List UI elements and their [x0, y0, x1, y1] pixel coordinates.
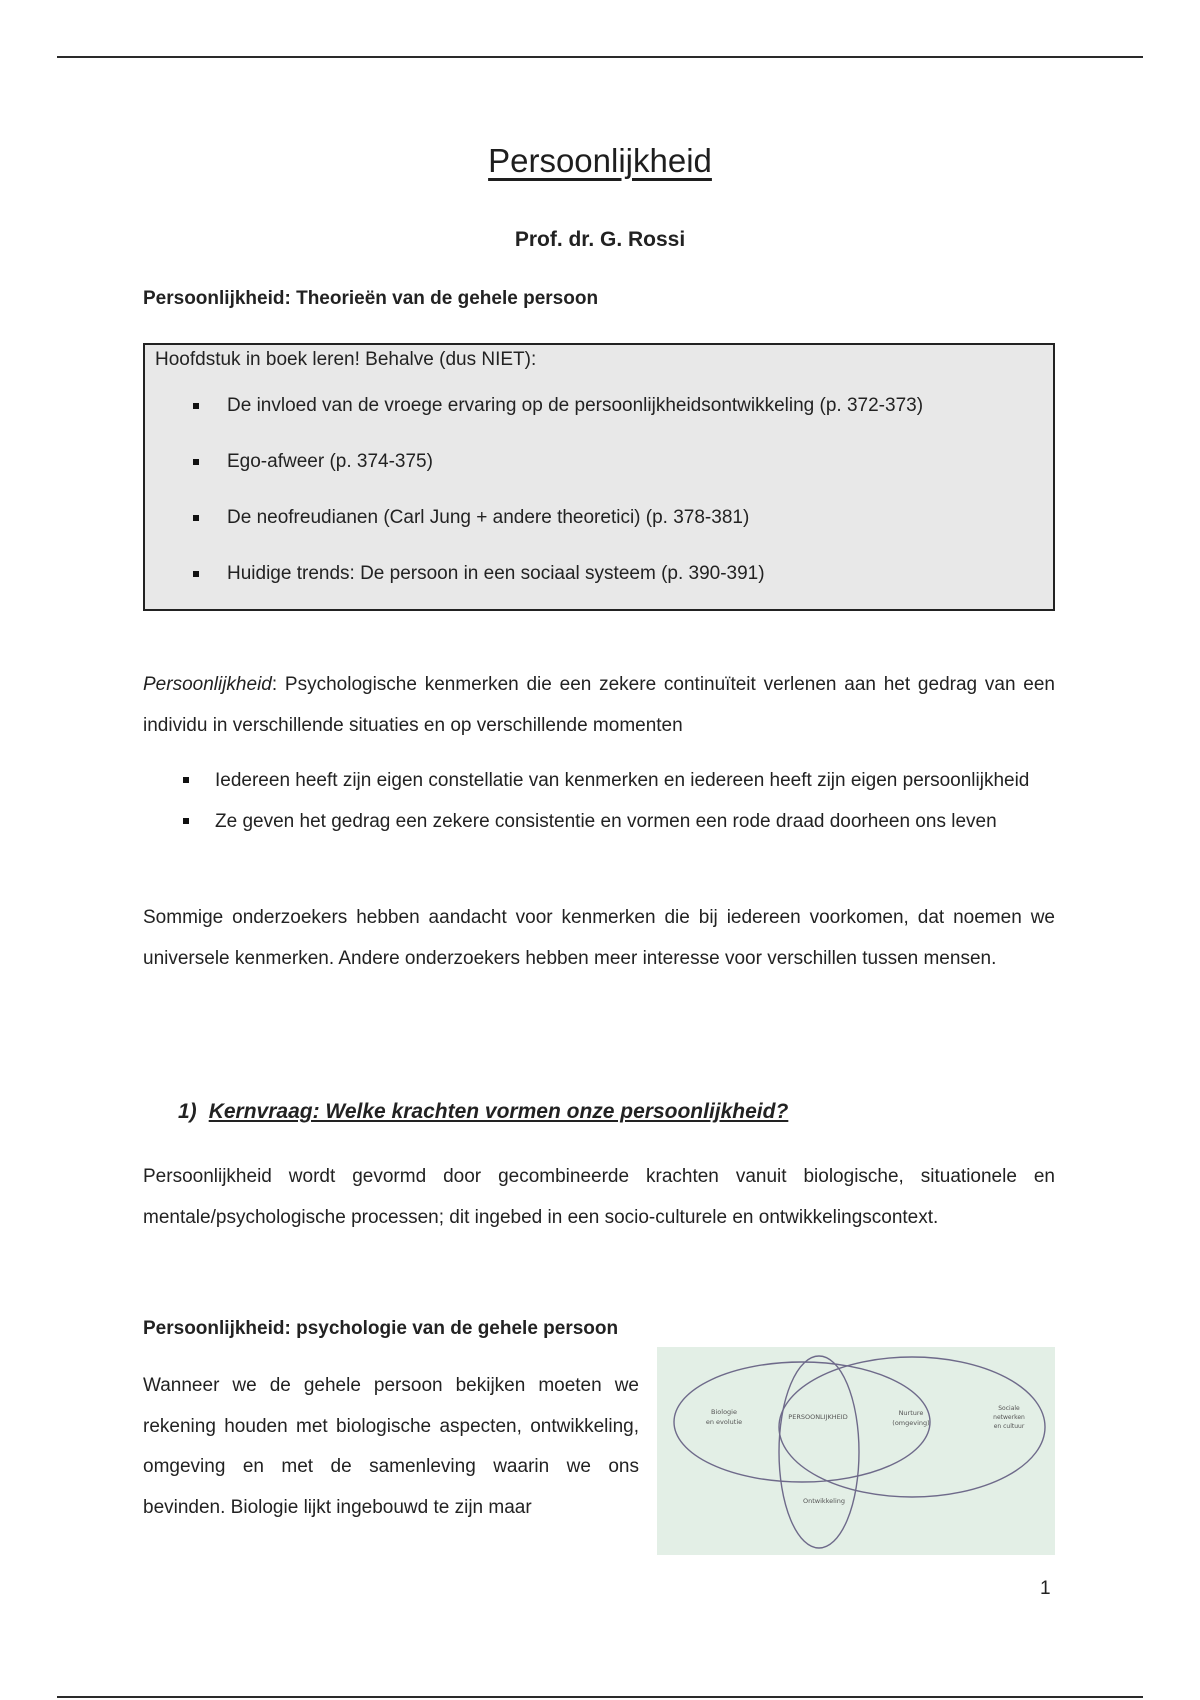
author: Prof. dr. G. Rossi [514, 228, 686, 251]
nurture-label-2: (omgeving) [892, 1419, 930, 1427]
bullet-icon [193, 403, 199, 409]
notice-item: De neofreudianen (Carl Jung + andere theoretici) (p. 378-381) [145, 507, 1053, 563]
venn-svg [657, 1347, 1055, 1555]
kernvraag-number: 1) [178, 1100, 197, 1123]
nurture-label-1: Nurture [898, 1409, 924, 1417]
definition-bullets [143, 761, 1055, 842]
bullet-icon [193, 571, 199, 577]
notice-intro: Hoofdstuk in boek leren! Behalve (dus NIET): [155, 349, 537, 370]
page-number: 1 [1040, 1578, 1051, 1599]
development-label: Ontwikkeling [802, 1497, 846, 1505]
definition-paragraph [143, 665, 1055, 746]
social-label-1: Sociale [998, 1405, 1020, 1412]
page-title: Persoonlijkheid [488, 142, 712, 179]
notice-item: Ego-afweer (p. 374-375) [145, 451, 1053, 507]
bullet-icon [183, 818, 189, 824]
subsection-heading: Persoonlijkheid: psychologie van de gehele persoon [143, 1318, 619, 1339]
researchers-paragraph: Sommige onderzoekers hebben aandacht voor kenmerken die bij iedereen voorkomen, dat noemen we universele kenmerken. Andere onderzoekers hebben meer interesse voor verschillen tussen mensen. [143, 907, 1055, 969]
section-heading: Persoonlijkheid: Theorieën van de gehele persoon [143, 288, 599, 309]
social-label-3: en cultuur [993, 1423, 1025, 1430]
development-ellipse [779, 1356, 859, 1548]
subsection-paragraph: Wanneer we de gehele persoon bekijken moeten we rekening houden met biologische aspecten, ontwikkeling, omgeving en met de samenleving waarin we ons bevinden. Biologie lijkt ingebouwd te zijn maar [143, 1375, 639, 1518]
biology-label-2: en evolutie [705, 1418, 743, 1426]
definition-term: Persoonlijkheid [143, 674, 272, 695]
notice-list [145, 395, 1053, 619]
notice-box [143, 343, 1055, 611]
kernvraag-text: Kernvraag: Welke krachten vormen onze persoonlijkheid? [208, 1100, 789, 1123]
kernvraag-paragraph: Persoonlijkheid wordt gevormd door gecombineerde krachten vanuit biologische, situationele en mentale/psychologische processen; dit ingebed in een socio-culturele en ontwikkelingscontext. [143, 1166, 1055, 1228]
notice-item: De invloed van de vroege ervaring op de persoonlijkheidsontwikkeling (p. 372-373) [145, 395, 1053, 451]
notice-item: Huidige trends: De persoon in een sociaal systeem (p. 390-391) [145, 563, 1053, 619]
bullet-icon [183, 777, 189, 783]
social-label-2: netwerken [993, 1414, 1025, 1421]
definition-bullet: Ze geven het gedrag een zekere consistentie en vormen een rode draad doorheen ons leven [143, 802, 1055, 843]
definition-text: : Psychologische kenmerken die een zekere continuïteit verlenen aan het gedrag van een individu in verschillende situaties en op verschillende momenten [143, 674, 1055, 736]
bottom-rule [57, 1696, 1143, 1698]
top-rule [57, 56, 1143, 58]
biology-label-1: Biologie [711, 1408, 737, 1416]
personality-venn-diagram [657, 1347, 1055, 1555]
kernvraag-heading [178, 1100, 788, 1124]
bullet-icon [193, 515, 199, 521]
center-label: PERSOONLIJKHEID [788, 1413, 848, 1421]
bullet-icon [193, 459, 199, 465]
definition-bullet: Iedereen heeft zijn eigen constellatie van kenmerken en iedereen heeft zijn eigen persoonlijkheid [143, 761, 1055, 802]
